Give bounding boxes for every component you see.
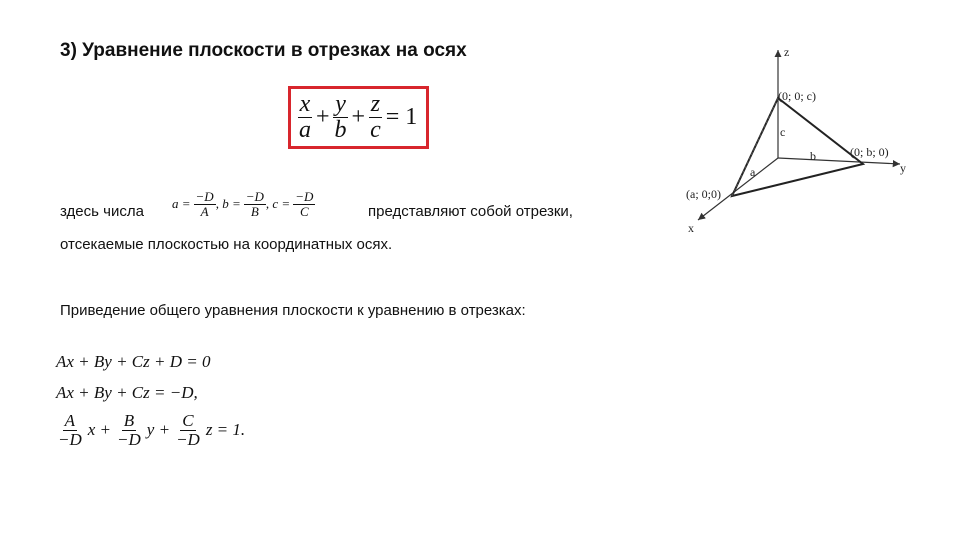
segment-a-label: a: [750, 165, 756, 179]
a-definition-lhs: a =: [172, 196, 191, 212]
denominator-a: a: [299, 117, 311, 144]
denominator-c: c: [370, 117, 381, 144]
fraction-z-over-c: [368, 92, 383, 143]
fraction-x-over-a: [297, 92, 313, 143]
b-definition-lhs: , b =: [215, 196, 241, 212]
equals-sign: =: [385, 104, 400, 131]
denominator-minus-d: −D: [58, 429, 82, 449]
slide-title: 3) Уравнение плоскости в отрезках на осях: [60, 40, 467, 61]
segment-b-label: b: [810, 149, 816, 163]
numerator-a: A: [64, 411, 76, 430]
point-b-label: (0; b; 0): [850, 145, 889, 159]
a-definition-fraction: [194, 190, 216, 218]
c-denominator: C: [299, 203, 309, 219]
fraction-b-over-minus-d: [115, 412, 143, 449]
b-numerator: −D: [245, 189, 264, 204]
denominator-b: b: [334, 117, 347, 144]
intercept-equation: [288, 86, 429, 149]
a-denominator: A: [200, 203, 209, 219]
numerator-b: B: [123, 411, 135, 430]
a-numerator: −D: [195, 189, 214, 204]
c-numerator: −D: [295, 189, 314, 204]
fraction-y-over-b: [333, 92, 349, 143]
axis-y-label: y: [900, 161, 906, 175]
denominator-minus-d: −D: [176, 429, 200, 449]
term-x-plus: x +: [87, 420, 112, 440]
b-definition-fraction: [244, 190, 266, 218]
denominator-minus-d: −D: [117, 429, 141, 449]
b-denominator: B: [250, 203, 259, 219]
numerator-z: z: [370, 91, 381, 117]
c-definition-lhs: , c =: [265, 196, 291, 212]
fraction-c-over-minus-d: [174, 412, 202, 449]
intro-second-line: отсекаемые плоскостью на координатных осях.: [60, 236, 393, 253]
numerator-x: x: [299, 91, 311, 117]
point-c-label: (0; 0; c): [778, 89, 816, 103]
step-line-3: [56, 412, 245, 449]
term-z-equals-one: z = 1.: [205, 420, 246, 440]
intro-right-text: представляют собой отрезки,: [368, 203, 573, 220]
segment-c-label: c: [780, 125, 786, 139]
intercept-definitions: [172, 190, 315, 218]
rhs-one: 1: [405, 104, 418, 131]
term-y-plus: y +: [146, 420, 171, 440]
axis-x-label: x: [688, 221, 694, 235]
intro-left-text: здесь числа: [60, 203, 144, 220]
numerator-c: C: [182, 411, 194, 430]
axis-z-label: z: [784, 45, 790, 59]
step-line-2: Ax + By + Cz = −D,: [56, 383, 198, 402]
point-a-label: (a; 0;0): [686, 187, 721, 201]
step-line-1: Ax + By + Cz + D = 0: [56, 352, 211, 371]
reduction-heading: Приведение общего уравнения плоскости к уравнению в отрезках:: [60, 302, 526, 319]
fraction-a-over-minus-d: [56, 412, 84, 449]
numerator-y: y: [335, 91, 346, 117]
figure-labels: [670, 40, 920, 240]
c-definition-fraction: [293, 190, 315, 218]
plus-sign: +: [351, 104, 366, 131]
plus-sign: +: [316, 104, 330, 131]
